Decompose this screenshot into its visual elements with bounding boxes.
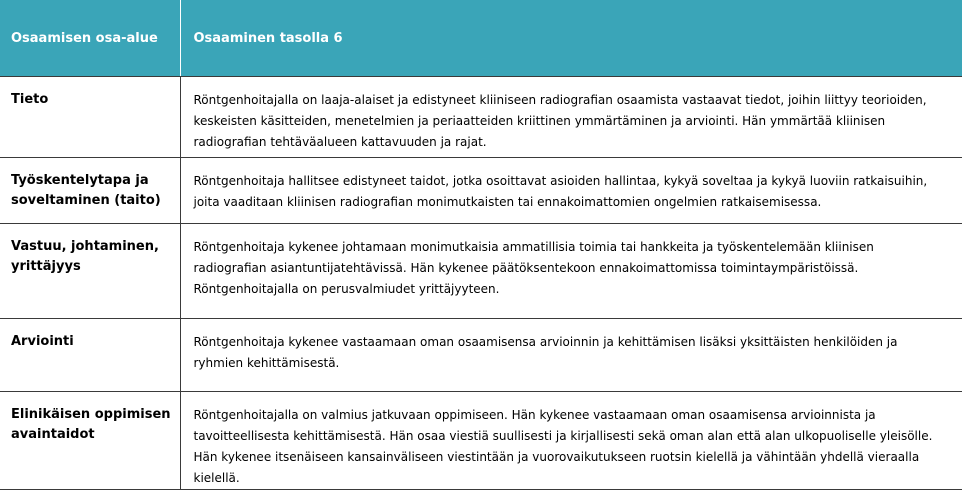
- row-description: Röntgenhoitaja kykenee johtamaan monimutkaisia ammatillisia toimia tai hankkeita ja työskentelemään kliinisen radiografian asiantuntijatehtävissä. Hän kykenee päätöksentekoon ennakoimattomissa toimintaympäristöissä. Röntgenhoitajalla on perusvalmiudet yrittäjyyteen.: [180, 224, 962, 319]
- table-row: [0, 224, 962, 319]
- row-description: Röntgenhoitaja hallitsee edistyneet taidot, jotka osoittavat asioiden hallintaa, kykyä soveltaa ja kykyä luoviin ratkaisuihin, joita vaaditaan kliinisen radiografian monimutkaisten tai ennakoimattomien ongelmien ratkaisemisessa.: [180, 158, 962, 224]
- header-competence-area: Osaamisen osa-alue: [0, 0, 180, 77]
- table-header-row: [0, 0, 962, 77]
- row-aspect: Vastuu, johtaminen, yrittäjyys: [0, 224, 180, 319]
- table-row: [0, 392, 962, 490]
- row-description: Röntgenhoitajalla on laaja-alaiset ja edistyneet kliiniseen radiografian osaamista vastaavat tiedot, joihin liittyy teorioiden, keskeisten käsitteiden, menetelmien ja periaatteiden kriittinen ymmärtäminen ja arviointi. Hän ymmärtää kliinisen radiografian tehtäväalueen kattavuuden ja rajat.: [180, 77, 962, 158]
- row-aspect: Arviointi: [0, 319, 180, 392]
- row-description: Röntgenhoitajalla on valmius jatkuvaan oppimiseen. Hän kykenee vastaamaan oman osaamisensa arvioinnista ja tavoitteellisesta kehittämisestä. Hän osaa viestiä suullisesti ja kirjallisesti sekä oman alan että alan ulkopuoliselle yleisölle. Hän kykenee itsenäiseen kansainväliseen viestintään ja vuorovaikutukseen ruotsin kielellä ja vähintään yhdellä vieraalla kielellä.: [180, 392, 962, 490]
- table-row: [0, 158, 962, 224]
- row-description: Röntgenhoitaja kykenee vastaamaan oman osaamisensa arvioinnin ja kehittämisen lisäksi yksittäisten henkilöiden ja ryhmien kehittämisestä.: [180, 319, 962, 392]
- header-competence-level-6: Osaaminen tasolla 6: [180, 0, 962, 77]
- row-aspect: Elinikäisen oppimisen avaintaidot: [0, 392, 180, 490]
- row-aspect: Työskentelytapa ja soveltaminen (taito): [0, 158, 180, 224]
- table-row: [0, 77, 962, 158]
- table-row: [0, 319, 962, 392]
- row-aspect: Tieto: [0, 77, 180, 158]
